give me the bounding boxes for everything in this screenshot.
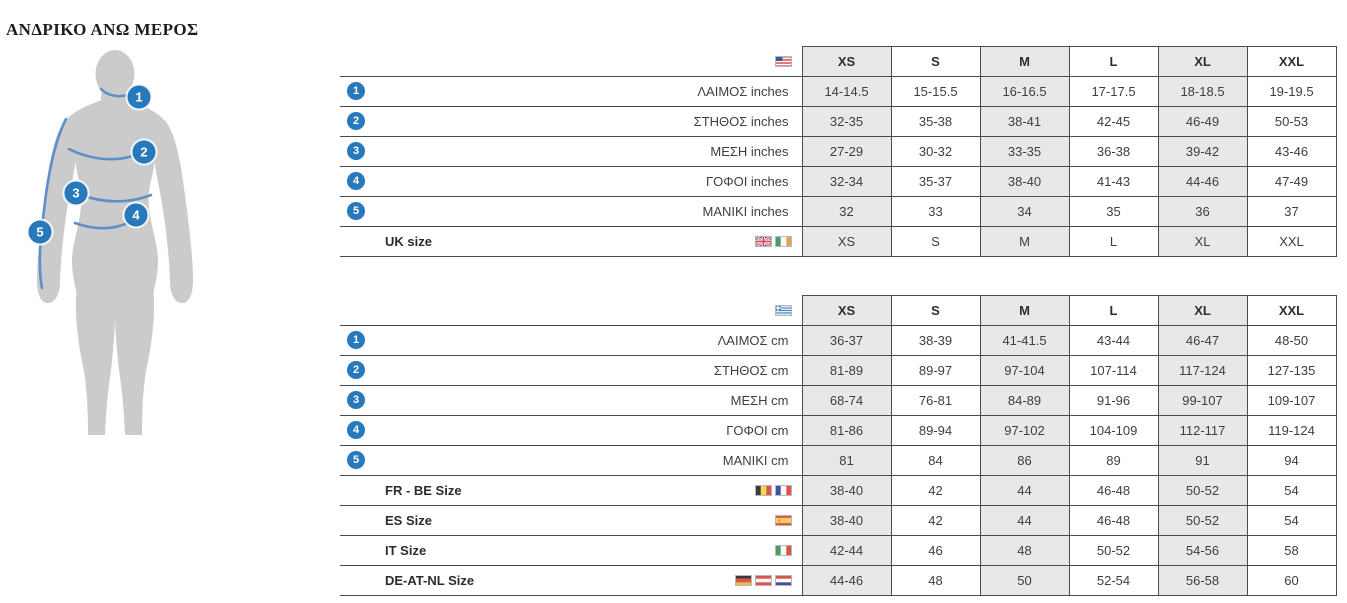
- size-system-label: ES Size: [385, 512, 432, 528]
- country-flags: [775, 515, 792, 526]
- size-value-cell: 97-102: [980, 415, 1069, 445]
- measure-point-badge: 4: [347, 172, 365, 190]
- row-label-cell: [340, 106, 802, 136]
- size-value-cell: 97-104: [980, 355, 1069, 385]
- row-label-cell: [340, 136, 802, 166]
- size-value-cell: 76-81: [891, 385, 980, 415]
- measurement-label: ΛΑΙΜΟΣ inches: [697, 83, 789, 99]
- size-table-inches: [340, 46, 1337, 257]
- measurement-label: ΜΕΣΗ inches: [710, 143, 789, 159]
- measurement-label: ΜΑΝΙΚΙ cm: [722, 452, 789, 468]
- size-value-cell: 91-96: [1069, 385, 1158, 415]
- size-value-cell: 58: [1247, 535, 1336, 565]
- size-value-cell: 35-38: [891, 106, 980, 136]
- page-title: ΑΝΔΡΙΚΟ ΑΝΩ ΜΕΡΟΣ: [6, 20, 199, 39]
- size-value-cell: 44-46: [802, 565, 891, 595]
- row-label-cell: [340, 475, 802, 505]
- size-value-cell: 18-18.5: [1158, 76, 1247, 106]
- measure-point-badge: 5: [347, 202, 365, 220]
- gr-flag-icon: [775, 305, 792, 316]
- size-value-cell: 38-39: [891, 325, 980, 355]
- be-flag-icon: [755, 485, 772, 496]
- measurement-label: ΜΕΣΗ cm: [730, 392, 789, 408]
- size-value-cell: 46-49: [1158, 106, 1247, 136]
- size-value-cell: 99-107: [1158, 385, 1247, 415]
- row-label-cell: [340, 445, 802, 475]
- size-value-cell: 89-94: [891, 415, 980, 445]
- size-value-cell: 52-54: [1069, 565, 1158, 595]
- size-value-cell: 50-52: [1158, 505, 1247, 535]
- measure-point-badge: 4: [347, 421, 365, 439]
- table-row: [340, 136, 1336, 166]
- measure-point-badge: 3: [347, 391, 365, 409]
- diagram-marker-4: [124, 203, 149, 228]
- table-row: [340, 226, 1336, 256]
- column-header-xs: XS: [802, 296, 891, 326]
- it-flag-icon: [775, 545, 792, 556]
- size-value-cell: 17-17.5: [1069, 76, 1158, 106]
- measure-point-badge: 1: [347, 331, 365, 349]
- size-value-cell: 15-15.5: [891, 76, 980, 106]
- size-value-cell: 48-50: [1247, 325, 1336, 355]
- nl-flag-icon: [775, 575, 792, 586]
- diagram-marker-5: [28, 220, 53, 245]
- size-value-cell: 104-109: [1069, 415, 1158, 445]
- country-flags: [755, 485, 792, 496]
- size-value-cell: XS: [802, 226, 891, 256]
- diagram-marker-1: [127, 85, 152, 110]
- row-label-cell: [340, 166, 802, 196]
- size-value-cell: 56-58: [1158, 565, 1247, 595]
- at-flag-icon: [755, 575, 772, 586]
- size-value-cell: 19-19.5: [1247, 76, 1336, 106]
- us-flag-icon: [775, 56, 792, 67]
- table-row: [340, 535, 1336, 565]
- size-value-cell: 84-89: [980, 385, 1069, 415]
- row-label-cell: [340, 415, 802, 445]
- region-flags: [775, 305, 792, 316]
- size-system-label: IT Size: [385, 542, 427, 558]
- svg-text:1: 1: [135, 89, 143, 105]
- country-flags: [735, 575, 792, 586]
- measurement-label: ΣΤΗΘΟΣ inches: [693, 113, 789, 129]
- size-value-cell: 54-56: [1158, 535, 1247, 565]
- row-label-cell: [340, 535, 802, 565]
- size-value-cell: S: [891, 226, 980, 256]
- body-diagram: [15, 45, 245, 435]
- size-value-cell: 50-52: [1069, 535, 1158, 565]
- size-system-label: UK size: [385, 233, 432, 249]
- measure-point-badge: 3: [347, 142, 365, 160]
- measurement-label: ΛΑΙΜΟΣ cm: [717, 332, 789, 348]
- country-flags: [775, 545, 792, 556]
- region-flag-cell: [340, 296, 802, 326]
- measurement-label: ΜΑΝΙΚΙ inches: [702, 203, 789, 219]
- es-flag-icon: [775, 515, 792, 526]
- header-row: [340, 296, 1336, 326]
- size-value-cell: L: [1069, 226, 1158, 256]
- column-header-s: S: [891, 296, 980, 326]
- table-row: [340, 385, 1336, 415]
- region-flag-cell: [340, 47, 802, 77]
- male-silhouette: [37, 50, 193, 435]
- size-value-cell: 50: [980, 565, 1069, 595]
- table-row: [340, 475, 1336, 505]
- table-row: [340, 415, 1336, 445]
- size-value-cell: 37: [1247, 196, 1336, 226]
- row-label-cell: [340, 226, 802, 256]
- row-label-cell: [340, 565, 802, 595]
- size-value-cell: 38-40: [980, 166, 1069, 196]
- size-value-cell: 46: [891, 535, 980, 565]
- size-value-cell: M: [980, 226, 1069, 256]
- size-value-cell: 109-107: [1247, 385, 1336, 415]
- measurement-label: ΓΟΦΟΙ cm: [726, 422, 789, 438]
- size-value-cell: 44: [980, 505, 1069, 535]
- size-value-cell: 38-41: [980, 106, 1069, 136]
- size-value-cell: 41-41.5: [980, 325, 1069, 355]
- size-value-cell: 32: [802, 196, 891, 226]
- row-label-cell: [340, 505, 802, 535]
- uk-flag-icon: [755, 236, 772, 247]
- svg-text:3: 3: [72, 185, 80, 201]
- size-value-cell: 43-44: [1069, 325, 1158, 355]
- size-value-cell: 89: [1069, 445, 1158, 475]
- size-value-cell: 127-135: [1247, 355, 1336, 385]
- size-value-cell: 60: [1247, 565, 1336, 595]
- size-value-cell: 107-114: [1069, 355, 1158, 385]
- size-value-cell: 32-34: [802, 166, 891, 196]
- diagram-marker-3: [64, 181, 89, 206]
- size-value-cell: 48: [980, 535, 1069, 565]
- size-value-cell: 43-46: [1247, 136, 1336, 166]
- diagram-marker-2: [132, 140, 157, 165]
- size-value-cell: 47-49: [1247, 166, 1336, 196]
- size-value-cell: 35-37: [891, 166, 980, 196]
- size-value-cell: 33: [891, 196, 980, 226]
- de-flag-icon: [735, 575, 752, 586]
- row-label-cell: [340, 196, 802, 226]
- size-value-cell: 36: [1158, 196, 1247, 226]
- size-value-cell: 41-43: [1069, 166, 1158, 196]
- row-label-cell: [340, 76, 802, 106]
- measurement-label: ΓΟΦΟΙ inches: [705, 173, 789, 189]
- size-value-cell: 38-40: [802, 505, 891, 535]
- size-value-cell: 48: [891, 565, 980, 595]
- size-value-cell: 54: [1247, 505, 1336, 535]
- country-flags: [755, 236, 792, 247]
- size-value-cell: 94: [1247, 445, 1336, 475]
- table-row: [340, 565, 1336, 595]
- size-value-cell: 38-40: [802, 475, 891, 505]
- size-value-cell: 81-86: [802, 415, 891, 445]
- size-value-cell: 117-124: [1158, 355, 1247, 385]
- size-value-cell: 30-32: [891, 136, 980, 166]
- size-value-cell: 36-37: [802, 325, 891, 355]
- measure-point-badge: 5: [347, 451, 365, 469]
- measure-point-badge: 2: [347, 112, 365, 130]
- column-header-l: L: [1069, 47, 1158, 77]
- size-value-cell: 44-46: [1158, 166, 1247, 196]
- size-value-cell: 46-48: [1069, 475, 1158, 505]
- column-header-s: S: [891, 47, 980, 77]
- row-label-cell: [340, 385, 802, 415]
- size-value-cell: 16-16.5: [980, 76, 1069, 106]
- row-label-cell: [340, 355, 802, 385]
- column-header-xl: XL: [1158, 296, 1247, 326]
- column-header-xxl: XXL: [1247, 296, 1336, 326]
- size-value-cell: 36-38: [1069, 136, 1158, 166]
- region-flags: [775, 56, 792, 67]
- table-row: [340, 166, 1336, 196]
- table-row: [340, 355, 1336, 385]
- size-value-cell: 46-48: [1069, 505, 1158, 535]
- size-value-cell: 112-117: [1158, 415, 1247, 445]
- size-value-cell: 81-89: [802, 355, 891, 385]
- table-row: [340, 325, 1336, 355]
- size-value-cell: 50-52: [1158, 475, 1247, 505]
- size-value-cell: 119-124: [1247, 415, 1336, 445]
- size-table-cm: [340, 295, 1337, 596]
- size-value-cell: 42-45: [1069, 106, 1158, 136]
- size-value-cell: 89-97: [891, 355, 980, 385]
- table-row: [340, 505, 1336, 535]
- column-header-xxl: XXL: [1247, 47, 1336, 77]
- ie-flag-icon: [775, 236, 792, 247]
- fr-flag-icon: [775, 485, 792, 496]
- header-row: [340, 47, 1336, 77]
- size-value-cell: 42: [891, 505, 980, 535]
- size-value-cell: 34: [980, 196, 1069, 226]
- size-value-cell: 44: [980, 475, 1069, 505]
- size-value-cell: 32-35: [802, 106, 891, 136]
- svg-text:5: 5: [36, 224, 44, 240]
- table-row: [340, 445, 1336, 475]
- measure-point-badge: 2: [347, 361, 365, 379]
- size-value-cell: 27-29: [802, 136, 891, 166]
- size-value-cell: 46-47: [1158, 325, 1247, 355]
- size-value-cell: 54: [1247, 475, 1336, 505]
- size-value-cell: 14-14.5: [802, 76, 891, 106]
- size-value-cell: 81: [802, 445, 891, 475]
- size-system-label: DE-AT-NL Size: [385, 572, 475, 588]
- table-row: [340, 76, 1336, 106]
- column-header-m: M: [980, 47, 1069, 77]
- size-value-cell: 84: [891, 445, 980, 475]
- svg-text:2: 2: [140, 144, 148, 160]
- size-value-cell: 39-42: [1158, 136, 1247, 166]
- column-header-xs: XS: [802, 47, 891, 77]
- measure-point-badge: 1: [347, 82, 365, 100]
- size-value-cell: 42-44: [802, 535, 891, 565]
- size-value-cell: XXL: [1247, 226, 1336, 256]
- svg-text:4: 4: [132, 207, 140, 223]
- size-value-cell: 68-74: [802, 385, 891, 415]
- column-header-l: L: [1069, 296, 1158, 326]
- size-value-cell: 33-35: [980, 136, 1069, 166]
- size-value-cell: 42: [891, 475, 980, 505]
- column-header-xl: XL: [1158, 47, 1247, 77]
- table-row: [340, 196, 1336, 226]
- size-value-cell: 50-53: [1247, 106, 1336, 136]
- measurement-label: ΣΤΗΘΟΣ cm: [713, 362, 789, 378]
- table-row: [340, 106, 1336, 136]
- size-system-label: FR - BE Size: [385, 482, 462, 498]
- column-header-m: M: [980, 296, 1069, 326]
- size-value-cell: 86: [980, 445, 1069, 475]
- size-value-cell: 91: [1158, 445, 1247, 475]
- size-value-cell: XL: [1158, 226, 1247, 256]
- row-label-cell: [340, 325, 802, 355]
- size-value-cell: 35: [1069, 196, 1158, 226]
